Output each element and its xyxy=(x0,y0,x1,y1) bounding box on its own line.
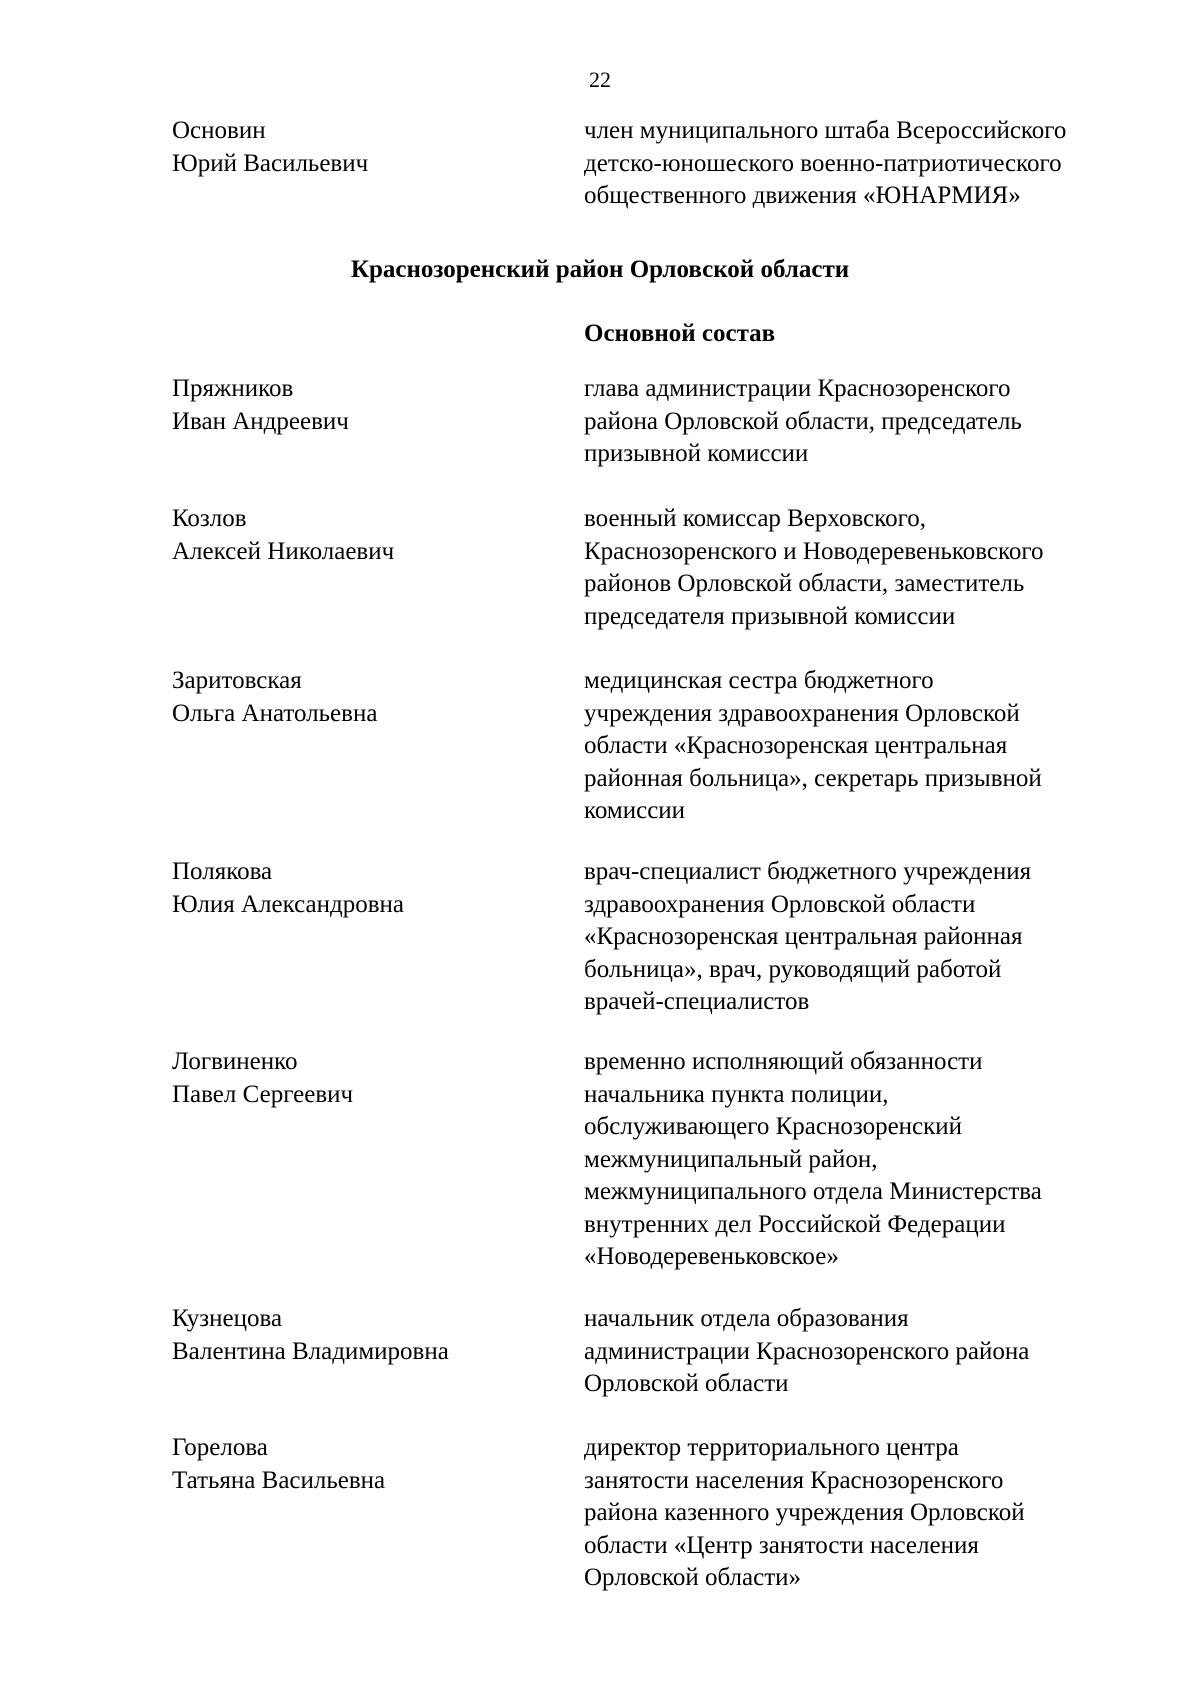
member-surname: Логвиненко xyxy=(172,1048,298,1075)
role-line: администрации Краснозоренского района xyxy=(584,1337,1030,1365)
member-given-names: Алексей Николаевич xyxy=(172,537,395,565)
role-line: начальник отдела образования xyxy=(584,1305,909,1332)
role-line: больница», врач, руководящий работой xyxy=(584,955,1002,983)
role-line: комиссии xyxy=(584,797,686,824)
member-given-names: Юлия Александровна xyxy=(172,890,404,918)
member-name xyxy=(172,1303,562,1368)
member-name xyxy=(172,503,562,568)
role-line: обслуживающего Краснозоренский xyxy=(584,1113,963,1140)
member-name xyxy=(172,665,562,730)
role-line: района Орловской области, председатель xyxy=(584,407,1022,435)
role-line: медицинская сестра бюджетного xyxy=(584,667,934,694)
member-role xyxy=(584,1046,1144,1274)
role-line: военный комиссар Верховского, xyxy=(584,505,926,532)
role-line: «Краснозоренская центральная районная xyxy=(584,923,1023,950)
role-line: учреждения здравоохранения Орловской xyxy=(584,699,1020,727)
role-line: районная больница», секретарь призывной xyxy=(584,764,1042,792)
role-line: призывной комиссии xyxy=(584,440,809,467)
member-role xyxy=(584,373,1144,471)
role-line: врач-специалист бюджетного учреждения xyxy=(584,858,1032,885)
member-surname: Пряжников xyxy=(172,375,294,402)
role-line: «Новодеревеньковское» xyxy=(584,1243,839,1270)
role-line: районов Орловской области, заместитель xyxy=(584,570,1025,597)
region-heading: Краснозоренский район Орловской области xyxy=(350,256,850,283)
member-surname: Полякова xyxy=(172,858,273,885)
role-line: Краснозоренского и Новодеревеньковского xyxy=(584,537,1044,565)
role-line: глава администрации Краснозоренского xyxy=(584,375,1011,402)
role-line: общественного движения «ЮНАРМИЯ» xyxy=(584,182,1021,209)
member-name xyxy=(172,115,562,180)
role-line: Орловской области xyxy=(584,1370,789,1397)
role-line: занятости населения Краснозоренского xyxy=(584,1466,1004,1494)
member-name xyxy=(172,373,562,438)
member-given-names: Ольга Анатольевна xyxy=(172,699,378,727)
page-number: 22 xyxy=(589,67,611,92)
member-given-names: Татьяна Васильевна xyxy=(172,1466,386,1494)
member-role xyxy=(584,856,1144,1019)
role-line: здравоохранения Орловской области xyxy=(584,890,976,918)
member-surname: Основин xyxy=(172,117,266,144)
role-line: области «Центр занятости населения xyxy=(584,1531,979,1559)
role-line: член муниципального штаба Всероссийского xyxy=(584,117,1067,144)
member-role xyxy=(584,665,1144,828)
role-line: области «Краснозоренская центральная xyxy=(584,732,1008,759)
member-given-names: Павел Сергеевич xyxy=(172,1080,354,1108)
member-name xyxy=(172,1432,562,1497)
member-surname: Заритовская xyxy=(172,667,302,694)
role-line: Орловской области» xyxy=(584,1564,802,1591)
role-line: начальника пункта полиции, xyxy=(584,1080,889,1108)
member-role xyxy=(584,1432,1144,1595)
role-line: внутренних дел Российской Федерации xyxy=(584,1210,1006,1238)
role-line: детско-юношеского военно-патриотического xyxy=(584,149,1062,177)
composition-heading: Основной состав xyxy=(584,320,776,347)
member-name xyxy=(172,856,562,921)
member-surname: Козлов xyxy=(172,505,247,532)
member-name xyxy=(172,1046,562,1111)
member-role xyxy=(584,1303,1144,1401)
member-surname: Кузнецова xyxy=(172,1305,283,1332)
member-given-names: Юрий Васильевич xyxy=(172,149,369,177)
role-line: директор территориального центра xyxy=(584,1434,959,1461)
role-line: временно исполняющий обязанности xyxy=(584,1048,983,1075)
role-line: межмуниципальный район, xyxy=(584,1145,878,1173)
member-surname: Горелова xyxy=(172,1434,268,1461)
member-given-names: Валентина Владимировна xyxy=(172,1337,449,1365)
member-role xyxy=(584,503,1144,633)
role-line: района казенного учреждения Орловской xyxy=(584,1499,1025,1526)
role-line: председателя призывной комиссии xyxy=(584,602,956,630)
member-role xyxy=(584,115,1144,213)
member-given-names: Иван Андреевич xyxy=(172,407,349,435)
role-line: врачей-специалистов xyxy=(584,988,810,1015)
role-line: межмуниципального отдела Министерства xyxy=(584,1178,1042,1205)
